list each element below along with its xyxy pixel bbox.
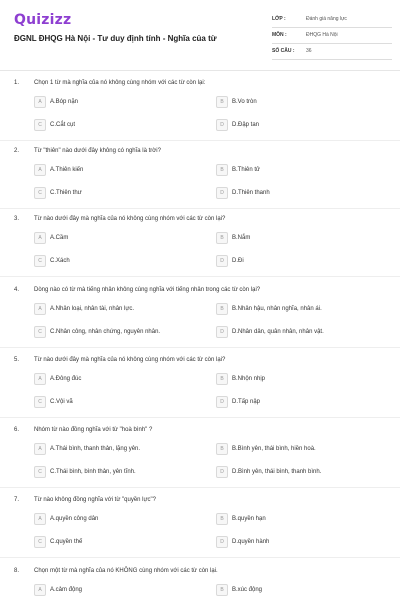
option-text: C.quyền thế [50, 539, 83, 545]
meta-value: 36 [306, 48, 312, 54]
quizizz-logo: Quizizz [14, 12, 72, 28]
meta-key: MÔN : [272, 32, 287, 38]
worksheet-title: ĐGNL ĐHQG Hà Nội - Tư duy định tính - Nghĩa của từ [14, 34, 217, 43]
option-d[interactable] [216, 326, 376, 340]
meta-row-subject [272, 28, 392, 44]
option-letter-badge: A [34, 232, 46, 244]
option-letter-badge: A [34, 373, 46, 385]
option-text: C.Xách [50, 258, 70, 264]
question-number: 5. [14, 357, 20, 363]
meta-key: LỚP : [272, 16, 286, 22]
question-8 [0, 568, 400, 600]
option-letter-badge: C [34, 536, 46, 548]
option-letter-badge: A [34, 513, 46, 525]
option-c[interactable] [34, 187, 194, 201]
option-d[interactable] [216, 187, 376, 201]
option-text: A.quyền công dân [50, 516, 99, 522]
option-b[interactable] [216, 164, 376, 178]
question-divider [0, 140, 400, 141]
meta-row-count [272, 44, 392, 60]
question-divider [0, 208, 400, 209]
option-letter-badge: A [34, 443, 46, 455]
option-letter-badge: A [34, 164, 46, 176]
option-letter-badge: D [216, 396, 228, 408]
option-c[interactable] [34, 326, 194, 340]
option-c[interactable] [34, 466, 194, 480]
question-divider [0, 417, 400, 418]
option-letter-badge: C [34, 255, 46, 267]
option-text: A.cảm động [50, 587, 83, 593]
option-text: B.Nhộn nhịp [232, 376, 266, 382]
meta-row-class [272, 12, 392, 28]
question-3 [0, 216, 400, 276]
question-divider [0, 487, 400, 488]
question-number: 6. [14, 427, 20, 433]
option-text: C.Vội vã [50, 399, 73, 405]
option-letter-badge: D [216, 187, 228, 199]
option-letter-badge: B [216, 584, 228, 596]
question-5 [0, 357, 400, 417]
question-number: 3. [14, 216, 20, 222]
option-letter-badge: D [216, 536, 228, 548]
option-text: A.Bóp nặn [50, 99, 79, 105]
option-text: A.Nhân loại, nhân tài, nhân lực. [50, 306, 135, 312]
option-letter-badge: A [34, 303, 46, 315]
option-text: D.Thiên thanh [232, 190, 270, 196]
option-text: B.quyền hạn [232, 516, 266, 522]
option-d[interactable] [216, 119, 376, 133]
option-letter-badge: B [216, 232, 228, 244]
option-text: C.Thái bình, bình thản, yên tĩnh. [50, 469, 136, 475]
option-text: C.Cắt cụt [50, 122, 76, 128]
option-b[interactable] [216, 373, 376, 387]
option-letter-badge: C [34, 119, 46, 131]
option-text: B.Vo tròn [232, 99, 257, 105]
question-1 [0, 80, 400, 140]
question-divider [0, 347, 400, 348]
question-number: 2. [14, 148, 20, 154]
option-text: B.Bình yên, thái bình, hiền hoà. [232, 446, 316, 452]
option-a[interactable] [34, 443, 194, 457]
option-letter-badge: B [216, 96, 228, 108]
header-divider [0, 70, 400, 71]
option-a[interactable] [34, 96, 194, 110]
option-b[interactable] [216, 443, 376, 457]
option-c[interactable] [34, 536, 194, 550]
option-letter-badge: B [216, 303, 228, 315]
option-letter-badge: A [34, 96, 46, 108]
option-text: B.Nắm [232, 235, 251, 241]
option-text: A.Đông đúc [50, 376, 82, 382]
option-text: C.Thiên thư [50, 190, 82, 196]
option-d[interactable] [216, 536, 376, 550]
option-letter-badge: B [216, 164, 228, 176]
option-text: A.Thiên kiến [50, 167, 84, 173]
option-a[interactable] [34, 584, 194, 598]
question-text: Chọn 1 từ mà nghĩa của nó không cùng nhóm với các từ còn lại: [34, 80, 206, 86]
option-text: C.Nhân công, nhân chứng, nguyên nhân. [50, 329, 161, 335]
option-letter-badge: D [216, 466, 228, 478]
question-7 [0, 497, 400, 557]
option-letter-badge: A [34, 584, 46, 596]
option-b[interactable] [216, 513, 376, 527]
option-text: D.Đi [232, 258, 244, 264]
meta-table [272, 12, 392, 60]
question-text: Từ nào dưới đây mà nghĩa của nó không cùng nhóm với các từ còn lại? [34, 357, 226, 363]
option-letter-badge: C [34, 326, 46, 338]
question-number: 7. [14, 497, 20, 503]
option-letter-badge: D [216, 255, 228, 267]
option-d[interactable] [216, 255, 376, 269]
option-c[interactable] [34, 255, 194, 269]
question-text: Từ nào không đồng nghĩa với từ "quyền lực"? [34, 497, 156, 503]
option-text: A.Cầm [50, 235, 69, 241]
option-a[interactable] [34, 373, 194, 387]
option-letter-badge: C [34, 466, 46, 478]
option-b[interactable] [216, 584, 376, 598]
question-number: 4. [14, 287, 20, 293]
option-letter-badge: D [216, 326, 228, 338]
question-text: Từ nào dưới đây mà nghĩa của nó không cùng nhóm với các từ còn lại? [34, 216, 226, 222]
question-number: 1. [14, 80, 20, 86]
worksheet-header [0, 0, 400, 68]
option-text: D.Tấp nập [232, 399, 261, 405]
option-letter-badge: C [34, 187, 46, 199]
question-number: 8. [14, 568, 20, 574]
option-text: B.Nhân hậu, nhân nghĩa, nhân ái. [232, 306, 322, 312]
option-text: D.Nhân dân, quân nhân, nhân vật. [232, 329, 324, 335]
meta-key: SỐ CÂU : [272, 48, 295, 54]
option-letter-badge: B [216, 513, 228, 525]
option-d[interactable] [216, 396, 376, 410]
meta-value: Đánh giá năng lực [306, 16, 347, 22]
question-divider [0, 276, 400, 277]
option-letter-badge: B [216, 443, 228, 455]
option-a[interactable] [34, 303, 194, 317]
option-letter-badge: D [216, 119, 228, 131]
question-text: Chọn một từ mà nghĩa của nó KHÔNG cùng nhóm với các từ còn lại. [34, 568, 218, 574]
question-6 [0, 427, 400, 487]
question-2 [0, 148, 400, 208]
question-text: Từ "thiên" nào dưới đây không có nghĩa là trời? [34, 148, 161, 154]
meta-value: ĐHQG Hà Nội [306, 32, 338, 38]
question-divider [0, 557, 400, 558]
option-c[interactable] [34, 396, 194, 410]
option-text: D.Đập tan [232, 122, 260, 128]
option-text: D.Bình yên, thái bình, thanh bình. [232, 469, 322, 475]
question-4 [0, 287, 400, 347]
option-b[interactable] [216, 96, 376, 110]
option-letter-badge: C [34, 396, 46, 408]
option-a[interactable] [34, 164, 194, 178]
option-text: B.xúc động [232, 587, 263, 593]
question-text: Nhóm từ nào đồng nghĩa với từ "hoà bình" ? [34, 427, 153, 433]
option-d[interactable] [216, 466, 376, 480]
option-c[interactable] [34, 119, 194, 133]
option-text: D.quyền hành [232, 539, 270, 545]
option-letter-badge: B [216, 373, 228, 385]
option-text: B.Thiên tử [232, 167, 261, 173]
option-b[interactable] [216, 232, 376, 246]
option-text: A.Thái bình, thanh thản, lặng yên. [50, 446, 141, 452]
option-b[interactable] [216, 303, 376, 317]
option-a[interactable] [34, 513, 194, 527]
option-a[interactable] [34, 232, 194, 246]
question-text: Dòng nào có từ mà tiếng nhân không cùng nghĩa với tiếng nhân trong các từ còn lại? [34, 287, 261, 293]
